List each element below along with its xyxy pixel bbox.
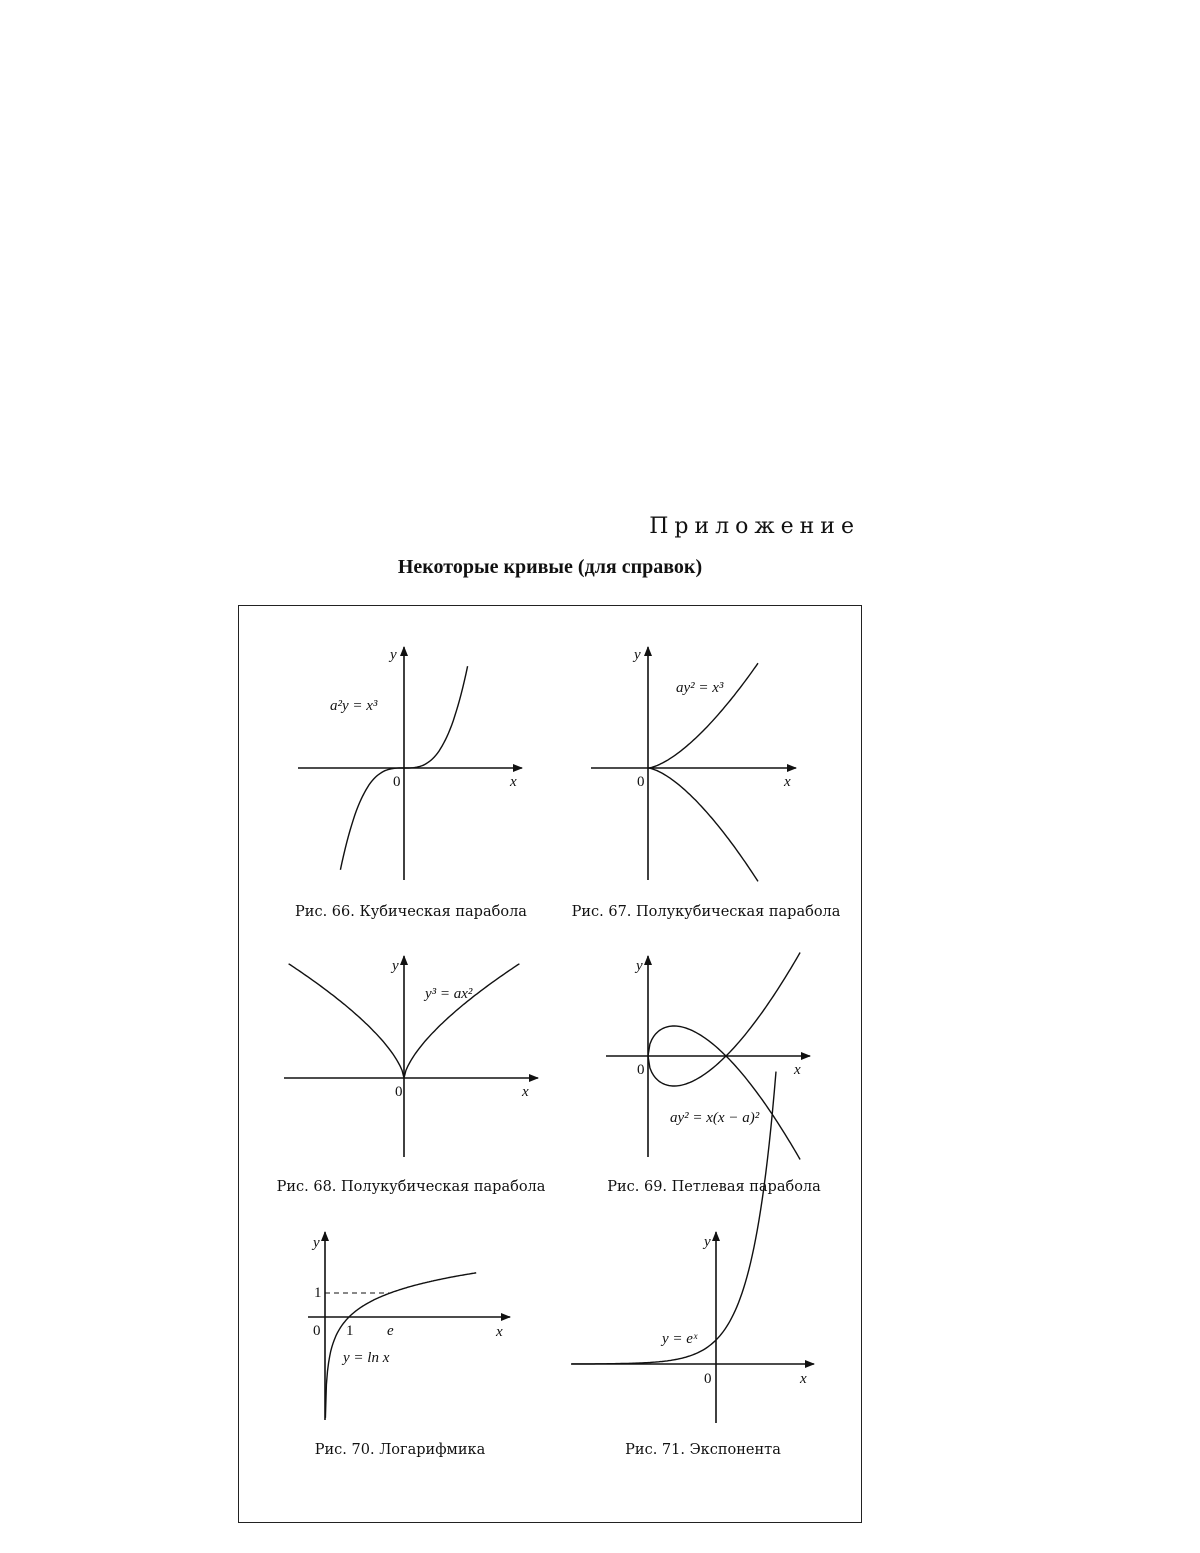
logarithm-curve <box>325 1273 476 1418</box>
equation-label: y = eˣ <box>662 1331 698 1347</box>
origin-label: 0 <box>637 1062 645 1078</box>
x-label: x <box>510 774 517 790</box>
origin-label: 0 <box>393 774 401 790</box>
figure-caption: Рис. 70. Логарифмика <box>314 1442 486 1458</box>
x-label: x <box>800 1371 807 1387</box>
figure-67 <box>572 647 841 920</box>
equation-label: a²y = x³ <box>330 698 378 714</box>
origin-label: 0 <box>313 1323 321 1339</box>
x-label: x <box>794 1062 801 1078</box>
figure-66 <box>295 647 527 920</box>
figure-caption: Рис. 66. Кубическая парабола <box>295 904 527 920</box>
y-label: y <box>313 1235 320 1251</box>
y-label: y <box>392 958 399 974</box>
x-label: x <box>496 1324 503 1340</box>
figure-71 <box>571 1072 814 1458</box>
y-label: y <box>636 958 643 974</box>
appendix-heading: Приложение <box>649 514 860 539</box>
x-label: x <box>784 774 791 790</box>
page-title: Некоторые кривые (для справок) <box>397 556 703 578</box>
figure-69 <box>606 953 821 1196</box>
y-label: y <box>704 1234 711 1250</box>
tick-label-e: e <box>387 1323 394 1339</box>
tick-label-x-1: 1 <box>346 1323 354 1339</box>
equation-label: ay² = x³ <box>676 680 724 696</box>
figure-caption: Рис. 67. Полукубическая парабола <box>571 904 841 920</box>
x-label: x <box>522 1084 529 1100</box>
origin-label: 0 <box>637 774 645 790</box>
equation-label: ay² = x(x − a)² <box>670 1110 760 1126</box>
figure-caption: Рис. 68. Полукубическая парабола <box>276 1179 546 1195</box>
figure-caption: Рис. 71. Экспонента <box>625 1442 781 1458</box>
figure-70 <box>308 1232 510 1458</box>
y-label: y <box>634 647 641 663</box>
tick-label-y-1: 1 <box>314 1285 322 1301</box>
figure-68 <box>277 956 546 1195</box>
origin-label: 0 <box>704 1371 712 1387</box>
figure-caption: Рис. 69. Петлевая парабола <box>607 1179 821 1195</box>
equation-label: y = ln x <box>343 1350 390 1366</box>
equation-label: y³ = ax² <box>425 986 473 1002</box>
y-label: y <box>390 647 397 663</box>
origin-label: 0 <box>395 1084 403 1100</box>
